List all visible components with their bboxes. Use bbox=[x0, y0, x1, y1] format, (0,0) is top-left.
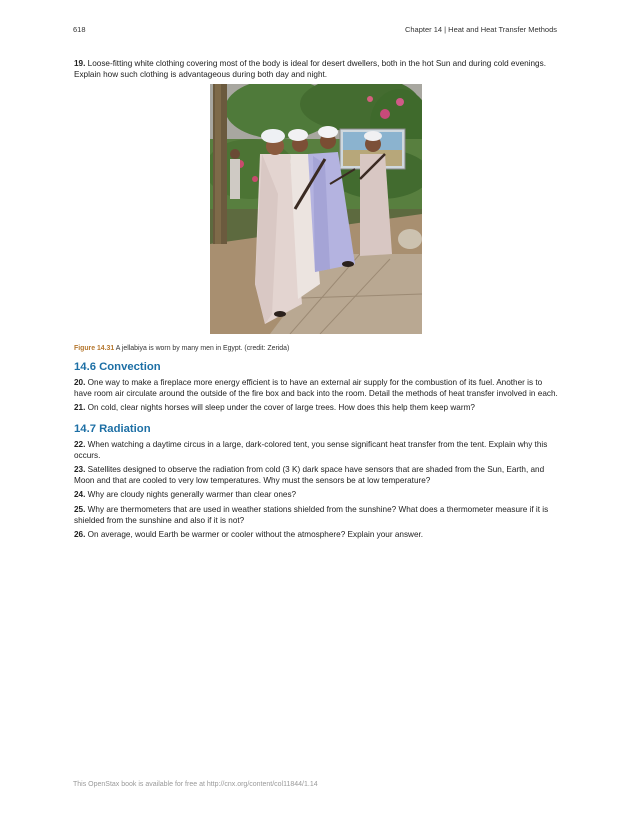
question-number: 19. bbox=[74, 59, 86, 68]
section-heading-convection: 14.6 Convection bbox=[74, 361, 161, 374]
question-25 bbox=[74, 505, 558, 526]
figure-caption bbox=[74, 345, 558, 352]
question-text: Loose-fitting white clothing covering most of the body is ideal for desert dwellers, both in the hot Sun and during cold evenings. Explain how such clothing is advantageous during both day and night. bbox=[74, 59, 546, 79]
page-header bbox=[73, 25, 557, 37]
question-text: On cold, clear nights horses will sleep under the cover of large trees. How does this help them keep warm? bbox=[85, 403, 475, 413]
question-23 bbox=[74, 465, 558, 486]
figure-label: Figure 14.31 bbox=[74, 345, 115, 353]
question-text: Why are cloudy nights generally warmer than clear ones? bbox=[85, 490, 297, 500]
section-heading-radiation: 14.7 Radiation bbox=[74, 422, 151, 435]
question-number: 22. bbox=[74, 439, 86, 449]
question-number: 20. bbox=[74, 378, 86, 388]
page-footer: This OpenStax book is available for free at http://cnx.org/content/col11844/1.14 bbox=[73, 781, 318, 788]
question-number: 23. bbox=[74, 465, 86, 475]
question-22 bbox=[74, 440, 558, 461]
question-text: Why are thermometers that are used in weather stations shielded from the sunshine? What does a thermometer measure if it is shielded from the sunshine and also if it is not? bbox=[74, 504, 549, 525]
question-21 bbox=[74, 403, 558, 414]
question-number: 25. bbox=[74, 504, 86, 514]
question-24 bbox=[74, 490, 558, 501]
question-26 bbox=[74, 530, 558, 541]
page-number: 618 bbox=[73, 25, 86, 34]
question-text: One way to make a fireplace more energy efficient is to have an external air supply for the combustion of its fuel. Another is to have room air circulate around the outside of the fire box and back into the room. Detail the methods of heat transfer involved in each. bbox=[74, 378, 558, 398]
question-20 bbox=[74, 378, 558, 399]
question-number: 26. bbox=[74, 530, 86, 540]
chapter-title: Chapter 14 | Heat and Heat Transfer Methods bbox=[404, 25, 557, 34]
question-text: When watching a daytime circus in a large, dark-colored tent, you sense significant heat transfer from the tent. Explain why this occurs. bbox=[74, 439, 548, 460]
caption-text: A jellabiya is worn by many men in Egypt. (credit: Zerida) bbox=[114, 345, 290, 353]
figure-photo bbox=[210, 84, 422, 334]
question-number: 24. bbox=[74, 490, 86, 500]
question-number: 21. bbox=[74, 403, 86, 413]
question-19 bbox=[74, 59, 558, 80]
question-text: On average, would Earth be warmer or cooler without the atmosphere? Explain your answer. bbox=[85, 530, 424, 540]
page-content bbox=[74, 59, 558, 545]
question-text: Satellites designed to observe the radiation from cold (3 K) dark space have sensors that are shaded from the Sun, Earth, and Moon and that are cooled to very low temperatures. Why must the sensors be at low temperature? bbox=[74, 465, 545, 485]
jellabiya-photo bbox=[210, 84, 422, 334]
